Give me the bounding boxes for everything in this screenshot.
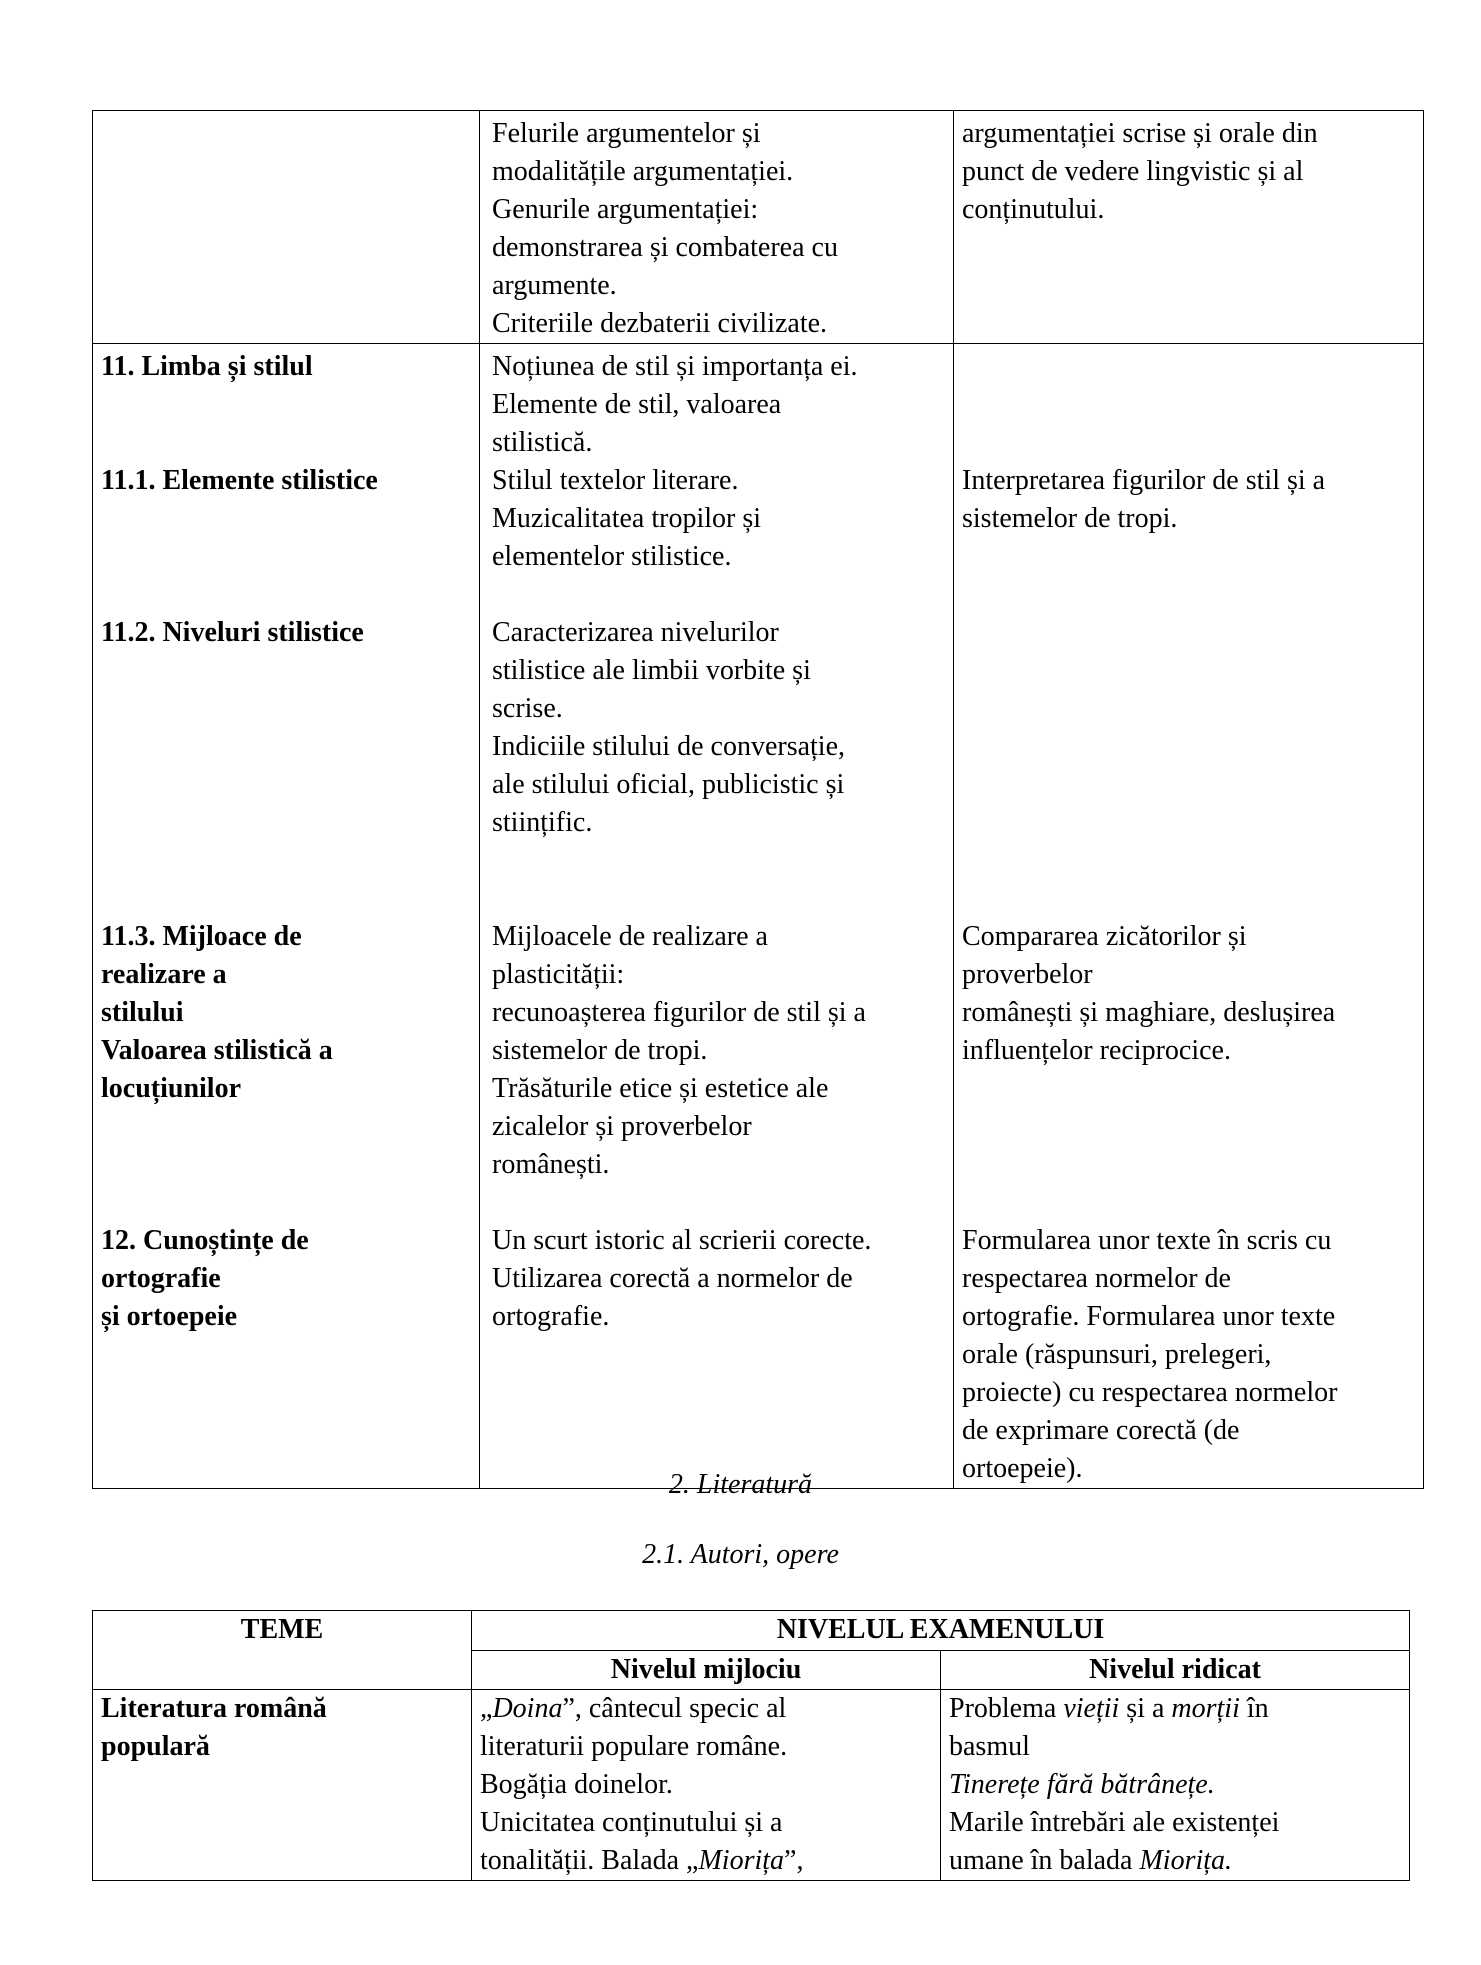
text-line: stilistică. (492, 427, 593, 458)
spacer (101, 804, 479, 842)
text-line: Marile întrebări ale existenței (949, 1807, 1280, 1838)
topic-11-3: realizare a (101, 959, 227, 990)
topic-11-3: 11.3. Mijloace de (101, 921, 302, 952)
text-line: Formularea unor texte în scris cu (962, 1225, 1332, 1256)
spacer (962, 386, 1423, 424)
text-fragment: „ (480, 1693, 493, 1724)
text-line: stilistice ale limbii vorbite și (492, 655, 811, 686)
italic-title: Tinerețe fără bătrânețe. (949, 1769, 1215, 1800)
text-line: Felurile argumentelor și (492, 118, 761, 149)
text-line (480, 1842, 940, 1880)
section-heading-literature: 2. Literatură (668, 1469, 813, 1500)
spacer (101, 690, 479, 728)
spacer (962, 880, 1423, 918)
topic-11-3: Valoarea stilistică a (101, 1035, 333, 1066)
topic-11-3: stilului (101, 997, 184, 1028)
topic-12: și ortoepeie (101, 1301, 238, 1332)
text-line: Muzicalitatea tropilor și (492, 503, 762, 534)
spacer (962, 804, 1423, 842)
text-line: proiecte) cu respectarea normelor (962, 1377, 1338, 1408)
text-line: basmul (949, 1731, 1030, 1762)
topic-12: ortografie (101, 1263, 221, 1294)
text-line: sistemelor de tropi. (962, 503, 1178, 534)
text-line: scrise. (492, 693, 563, 724)
section-heading-authors: 2.1. Autori, opere (642, 1539, 839, 1570)
spacer (962, 766, 1423, 804)
text-line: Stilul textelor literare. (492, 465, 739, 496)
spacer (101, 1146, 479, 1184)
text-line: de exprimare corectă (de (962, 1415, 1240, 1446)
spacer (962, 652, 1423, 690)
italic-word: vieții (1063, 1693, 1120, 1724)
text-line: Caracterizarea nivelurilor (492, 617, 779, 648)
text-line: populară (101, 1731, 210, 1762)
text-line: Literatura română (101, 1693, 327, 1724)
text-line: Trăsăturile etice și estetice ale (492, 1073, 829, 1104)
mid-level-cell (480, 111, 954, 344)
spacer (101, 652, 479, 690)
spacer (962, 538, 1423, 576)
text-line: argumente. (492, 270, 617, 301)
topic-cell (93, 344, 480, 1489)
spacer (962, 690, 1423, 728)
text-fragment: în (1239, 1693, 1269, 1724)
spacer (962, 576, 1423, 614)
high-level-cell (954, 344, 1424, 1489)
text-line: sistemelor de tropi. (492, 1035, 708, 1066)
text-line: Noțiunea de stil și importanța ei. (492, 351, 858, 382)
text-line: conținutului. (962, 194, 1105, 225)
spacer (962, 1184, 1423, 1222)
table-header-row (93, 1611, 1410, 1651)
text-line (949, 1842, 1409, 1880)
text-fragment: Problema (949, 1693, 1064, 1724)
spacer (492, 1184, 953, 1222)
spacer (962, 842, 1423, 880)
text-fragment: și a (1119, 1693, 1172, 1724)
spacer (962, 1146, 1423, 1184)
text-line: Interpretarea figurilor de stil și a (962, 465, 1326, 496)
table-row (93, 111, 1424, 344)
text-line: Mijloacele de realizare a (492, 921, 768, 952)
italic-title: Miorița (698, 1845, 785, 1876)
text-line: Compararea zicătorilor și (962, 921, 1247, 952)
curriculum-table-continued (92, 110, 1424, 1489)
text-fragment: ”, cântecul specic al (562, 1693, 787, 1724)
text-line: orale (răspunsuri, prelegeri, (962, 1339, 1272, 1370)
text-fragment: tonalității. Balada „ (480, 1845, 699, 1876)
text-line: recunoașterea figurilor de stil și a (492, 997, 866, 1028)
text-line: Criteriile dezbaterii civilizate. (492, 308, 828, 339)
header-mid-level: Nivelul mijlociu (472, 1651, 941, 1690)
high-level-cell (954, 111, 1424, 344)
topic-cell (93, 1690, 472, 1881)
topic-11-3: locuțiunilor (101, 1073, 242, 1104)
spacer (492, 576, 953, 614)
text-line: Bogăția doinelor. (480, 1769, 673, 1800)
text-fragment: umane în balada (949, 1845, 1140, 1876)
text-line: argumentației scrise și orale din (962, 118, 1318, 149)
spacer (101, 1108, 479, 1146)
spacer (962, 424, 1423, 462)
text-line: Un scurt istoric al scrierii corecte. (492, 1225, 872, 1256)
spacer (962, 728, 1423, 766)
text-line: stiințific. (492, 807, 593, 838)
text-line (949, 1690, 1409, 1728)
text-line: Elemente de stil, valoarea (492, 389, 782, 420)
text-line: elementelor stilistice. (492, 541, 732, 572)
mid-level-cell (472, 1690, 941, 1881)
topic-cell-empty (93, 111, 480, 344)
spacer (101, 1184, 479, 1222)
table-row (93, 344, 1424, 1489)
table-row (93, 1690, 1410, 1881)
spacer (101, 576, 479, 614)
text-line: ortoepeie). (962, 1453, 1083, 1484)
text-fragment: ”, (784, 1845, 804, 1876)
text-line: Unicitatea conținutului și a (480, 1807, 783, 1838)
spacer (101, 728, 479, 766)
text-line: plasticității: (492, 959, 625, 990)
spacer (962, 348, 1423, 386)
spacer (101, 538, 479, 576)
text-line: modalitățile argumentației. (492, 156, 794, 187)
italic-title: Doina (492, 1693, 563, 1724)
literature-table (92, 1610, 1410, 1881)
text-line: Utilizarea corectă a normelor de (492, 1263, 853, 1294)
spacer (492, 842, 953, 880)
high-level-cell (941, 1690, 1410, 1881)
spacer (101, 766, 479, 804)
text-line: punct de vedere lingvistic și al (962, 156, 1304, 187)
text-line: românești și maghiare, deslușirea (962, 997, 1336, 1028)
text-line (480, 1690, 940, 1728)
spacer (492, 880, 953, 918)
spacer (101, 500, 479, 538)
text-line: respectarea normelor de (962, 1263, 1231, 1294)
spacer (962, 1108, 1423, 1146)
text-line: Genurile argumentației: (492, 194, 759, 225)
spacer (101, 424, 479, 462)
header-topics: TEME (93, 1611, 472, 1690)
topic-12: 12. Cunoștințe de (101, 1225, 309, 1256)
topic-11: 11. Limba și stilul (101, 351, 313, 382)
text-line: zicalelor și proverbelor (492, 1111, 752, 1142)
text-line: proverbelor (962, 959, 1093, 990)
spacer (101, 842, 479, 880)
topic-11-1: 11.1. Elemente stilistice (101, 465, 378, 496)
header-high-level: Nivelul ridicat (941, 1651, 1410, 1690)
text-line: ale stilului oficial, publicistic și (492, 769, 845, 800)
text-line: ortografie. Formularea unor texte (962, 1301, 1336, 1332)
spacer (962, 614, 1423, 652)
italic-title: Miorița. (1139, 1845, 1233, 1876)
text-line: demonstrarea și combaterea cu (492, 232, 838, 263)
mid-level-cell (480, 344, 954, 1489)
text-line: Indiciile stilului de conversație, (492, 731, 846, 762)
topic-11-2: 11.2. Niveluri stilistice (101, 617, 364, 648)
text-line: literaturii populare române. (480, 1731, 788, 1762)
header-exam-level: NIVELUL EXAMENULUI (472, 1611, 1410, 1651)
text-line: românești. (492, 1149, 610, 1180)
spacer (101, 386, 479, 424)
spacer (962, 1070, 1423, 1108)
italic-word: morții (1171, 1693, 1240, 1724)
spacer (101, 880, 479, 918)
text-line: influențelor reciprocice. (962, 1035, 1231, 1066)
text-line: ortografie. (492, 1301, 610, 1332)
